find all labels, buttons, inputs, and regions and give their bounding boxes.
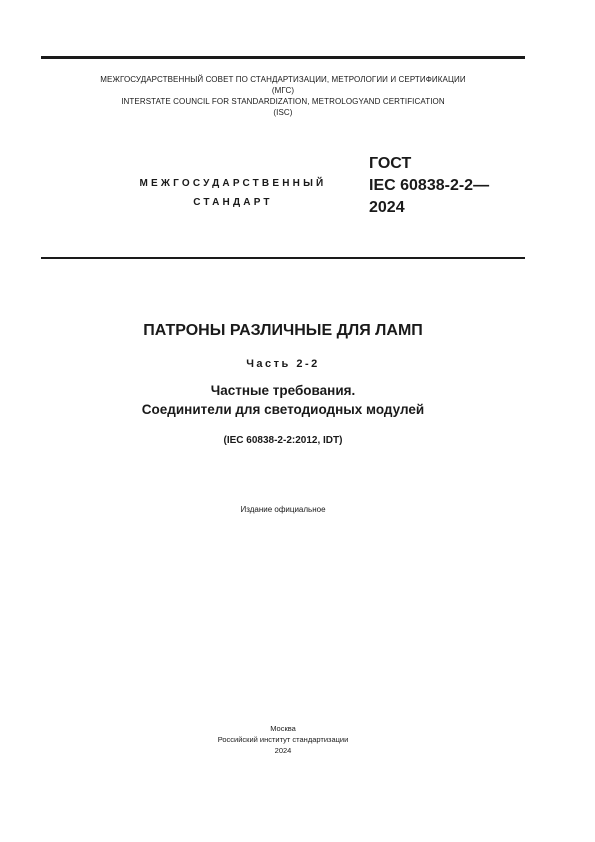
council-abbr-ru: (МГС): [271, 86, 295, 95]
council-name-ru: МЕЖГОСУДАРСТВЕННЫЙ СОВЕТ ПО СТАНДАРТИЗАЦИИ, МЕТРОЛОГИИ И СЕРТИФИКАЦИИ: [100, 75, 466, 84]
council-header: [41, 74, 525, 118]
gost-designation: [369, 153, 489, 219]
top-rule: [41, 56, 525, 59]
document-subtitle: [41, 381, 525, 419]
gost-line2: IEC 60838-2-2—: [369, 177, 490, 194]
subtitle-line2: Соединители для светодиодных модулей: [141, 402, 425, 417]
imprint-year: 2024: [274, 746, 292, 755]
gost-line1: ГОСТ: [369, 155, 412, 172]
document-title: ПАТРОНЫ РАЗЛИЧНЫЕ ДЛЯ ЛАМП: [143, 322, 423, 339]
standard-type-line1: МЕЖГОСУДАРСТВЕННЫЙ: [139, 178, 327, 189]
council-abbr-en: (ISC): [273, 108, 293, 117]
imprint: [41, 723, 525, 756]
standard-type-line2: СТАНДАРТ: [193, 197, 273, 208]
standard-type: [100, 174, 366, 212]
imprint-city: Москва: [270, 724, 296, 733]
imprint-publisher: Российский институт стандартизации: [217, 735, 349, 744]
official-edition-label: Издание официальное: [240, 505, 326, 514]
iec-reference: (IEC 60838-2-2:2012, IDT): [223, 435, 343, 446]
middle-rule: [41, 257, 525, 259]
gost-line3: 2024: [369, 199, 405, 216]
council-name-en: INTERSTATE COUNCIL FOR STANDARDIZATION, METROLOGYAND CERTIFICATION: [121, 97, 445, 106]
part-number: Часть 2-2: [246, 358, 320, 370]
subtitle-line1: Частные требования.: [210, 383, 356, 398]
